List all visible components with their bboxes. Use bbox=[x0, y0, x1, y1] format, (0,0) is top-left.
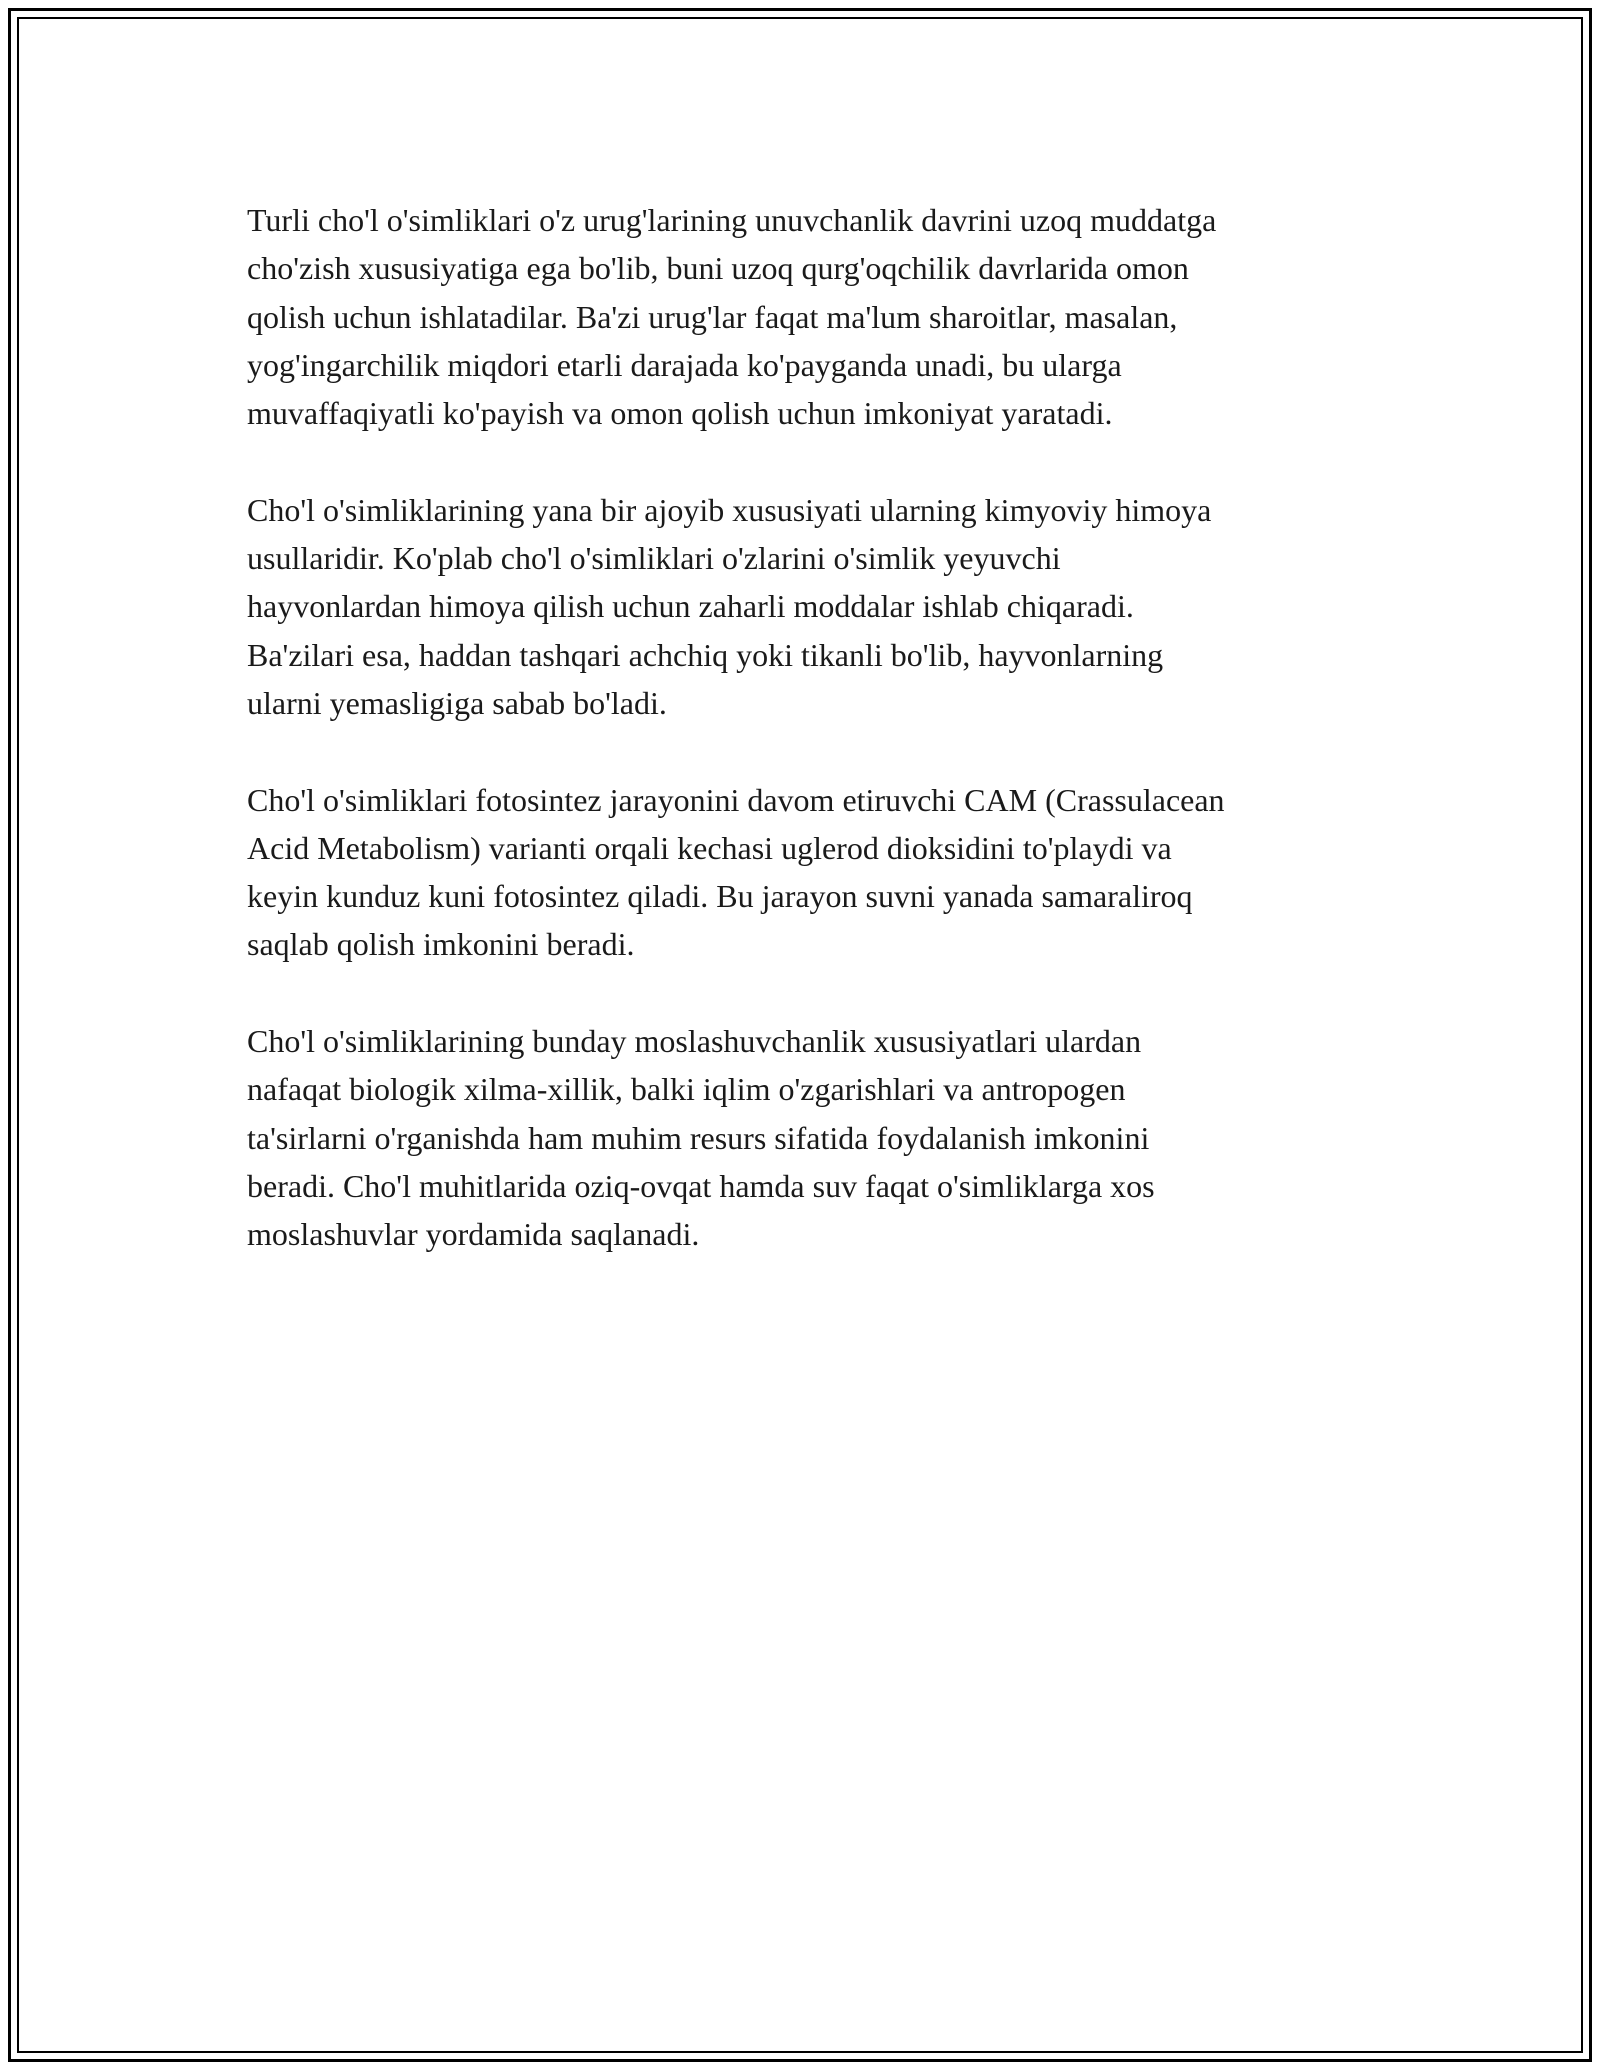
text-line: moslashuvlar yordamida saqlanadi. bbox=[247, 1216, 700, 1253]
text-line: nafaqat biologik xilma-xillik, balki iqlim o'zgarishlari va antropogen bbox=[247, 1071, 1126, 1108]
text-line: Ba'zilari esa, haddan tashqari achchiq yoki tikanli bo'lib, hayvonlarning bbox=[247, 636, 1164, 673]
text-line: muvaffaqiyatli ko'payish va omon qolish uchun imkoniyat yaratadi. bbox=[247, 395, 1113, 432]
text-line: Cho'l o'simliklari fotosintez jarayonini davom etiruvchi CAM (Crassulacean bbox=[247, 781, 1225, 818]
text-line: saqlab qolish imkonini beradi. bbox=[247, 926, 635, 963]
text-line: hayvonlardan himoya qilish uchun zaharli moddalar ishlab chiqaradi. bbox=[247, 588, 1134, 625]
text-line: usullaridir. Ko'plab cho'l o'simliklari o'zlarini o'simlik yeyuvchi bbox=[247, 540, 1061, 577]
text-line: beradi. Cho'l muhitlarida oziq-ovqat hamda suv faqat o'simliklarga xos bbox=[247, 1167, 1155, 1204]
text-line: yog'ingarchilik miqdori etarli darajada ko'payganda unadi, bu ularga bbox=[247, 346, 1122, 383]
paragraph-seed-dormancy bbox=[247, 196, 1377, 437]
text-line: cho'zish xususiyatiga ega bo'lib, buni uzoq qurg'oqchilik davrlarida omon bbox=[247, 250, 1189, 287]
text-line: Turli cho'l o'simliklari o'z urug'larining unuvchanlik davrini uzoq muddatga bbox=[247, 202, 1217, 238]
paragraph-adaptation-significance bbox=[247, 1017, 1377, 1258]
text-line: qolish uchun ishlatadilar. Ba'zi urug'lar faqat ma'lum sharoitlar, masalan, bbox=[247, 298, 1178, 335]
text-line: Acid Metabolism) varianti orqali kechasi uglerod dioksidini to'playdi va bbox=[247, 829, 1172, 866]
text-line: keyin kunduz kuni fotosintez qiladi. Bu jarayon suvni yanada samaraliroq bbox=[247, 878, 1193, 915]
paragraph-chemical-defense bbox=[247, 486, 1377, 727]
text-line: ularni yemasligiga sabab bo'ladi. bbox=[247, 684, 667, 721]
text-line: ta'sirlarni o'rganishda ham muhim resurs sifatida foydalanish imkonini bbox=[247, 1119, 1150, 1156]
page-frame bbox=[8, 8, 1592, 2062]
document-body bbox=[247, 196, 1377, 1307]
text-line: Cho'l o'simliklarining yana bir ajoyib xususiyati ularning kimyoviy himoya bbox=[247, 491, 1212, 528]
text-line: Cho'l o'simliklarining bunday moslashuvchanlik xususiyatlari ulardan bbox=[247, 1023, 1142, 1060]
paragraph-cam-photosynthesis bbox=[247, 776, 1377, 969]
